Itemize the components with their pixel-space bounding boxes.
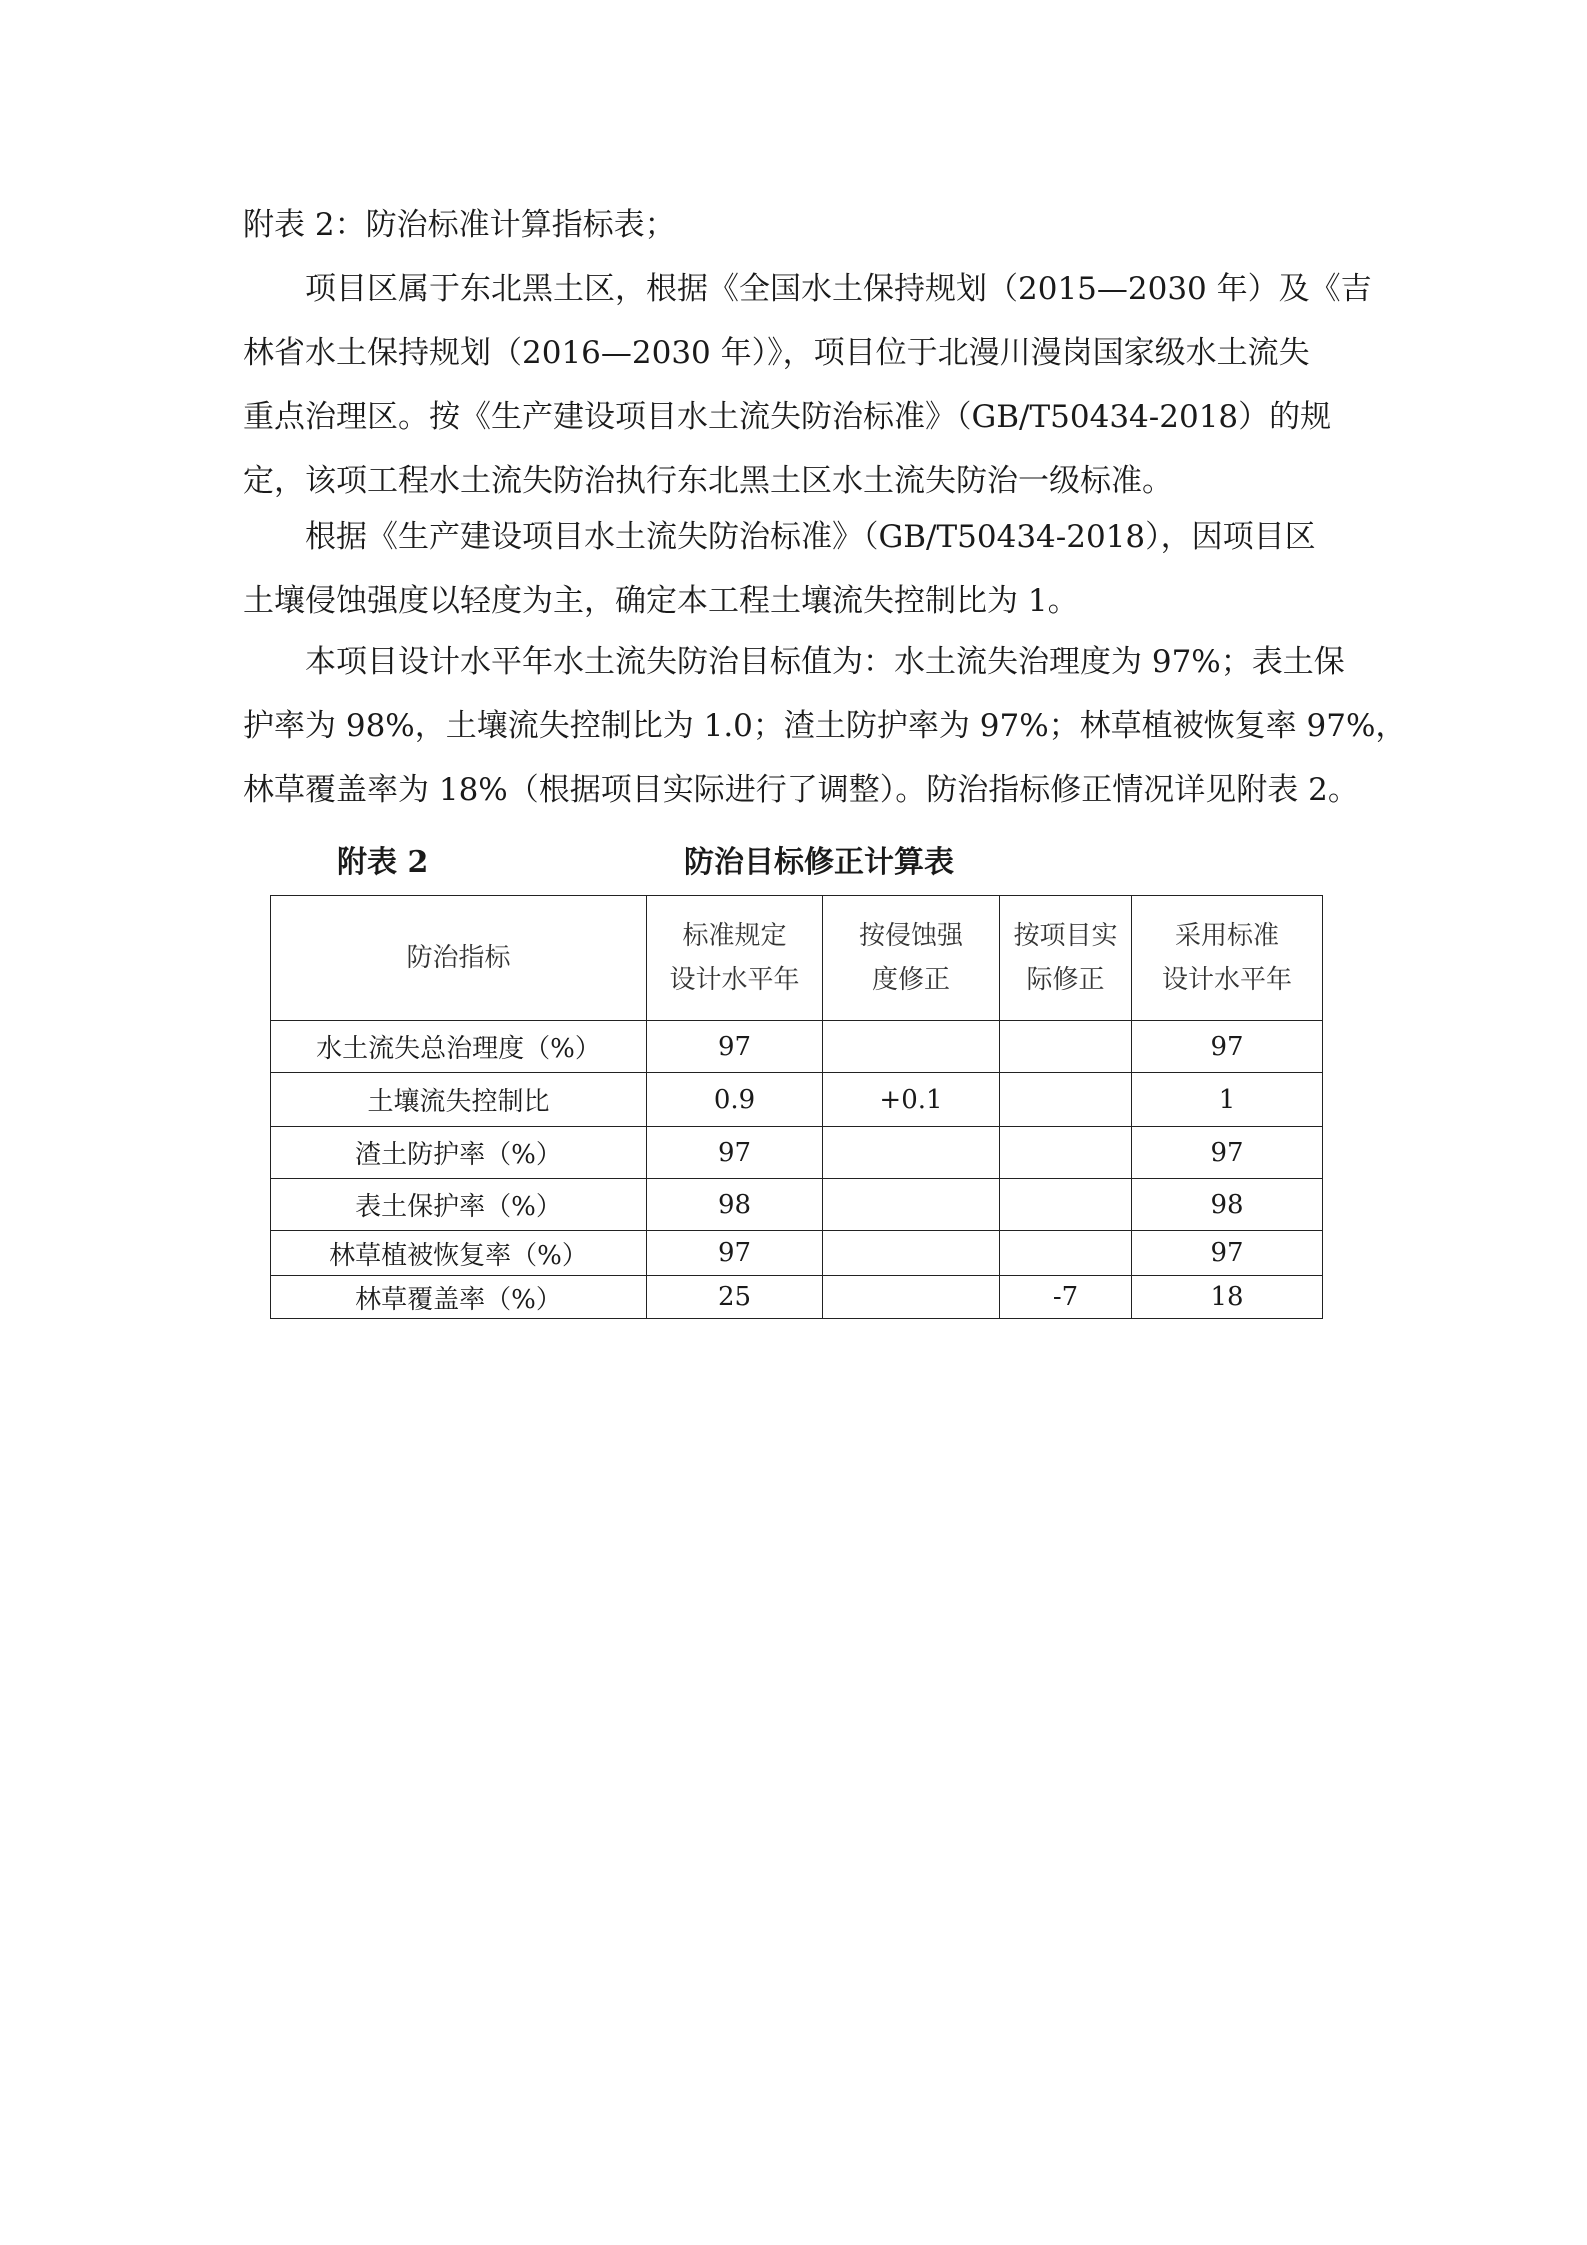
table-cell: 表土保护率（%） <box>271 1179 647 1231</box>
table-cell: 97 <box>647 1021 823 1073</box>
table-cell <box>823 1276 1000 1319</box>
table-cell: 0.9 <box>647 1073 823 1127</box>
table-row <box>271 1179 1323 1231</box>
table-caption-title: 防治目标修正计算表 <box>684 845 954 880</box>
paragraph-line: 根据《生产建设项目水土流失防治标准》（GB/T50434-2018），因项目区 <box>243 519 1316 555</box>
paragraph-line: 林草覆盖率为 18%（根据项目实际进行了调整）。防治指标修正情况详见附表 2。 <box>243 772 1359 808</box>
table-cell: 18 <box>1132 1276 1323 1319</box>
table-row <box>271 1231 1323 1276</box>
table-cell: -7 <box>1000 1276 1132 1319</box>
table-cell <box>1000 1127 1132 1179</box>
table-cell <box>1000 1231 1132 1276</box>
target-values-paragraph <box>243 630 1407 822</box>
table-row <box>271 1127 1323 1179</box>
paragraph-line: 林省水土保持规划（2016—2030 年）》，项目位于北漫川漫岗国家级水土流失 <box>243 335 1310 371</box>
table-row <box>271 1276 1323 1319</box>
table-caption-label: 附表 2 <box>337 845 429 880</box>
table-cell <box>823 1179 1000 1231</box>
table-cell <box>823 1127 1000 1179</box>
paragraph-line: 项目区属于东北黑土区，根据《全国水土保持规划（2015—2030 年）及《吉 <box>243 271 1372 307</box>
table-cell: 97 <box>1132 1021 1323 1073</box>
table-cell: 97 <box>1132 1231 1323 1276</box>
table-cell: 97 <box>647 1127 823 1179</box>
table-cell: 98 <box>647 1179 823 1231</box>
header-indicator: 防治指标 <box>271 896 647 1021</box>
table-row <box>271 1073 1323 1127</box>
appendix-heading-paragraph <box>243 193 1348 257</box>
table-cell <box>823 1231 1000 1276</box>
table-cell: +0.1 <box>823 1073 1000 1127</box>
header-erosion-correction: 按侵蚀强 度修正 <box>823 896 1000 1021</box>
table-cell: 1 <box>1132 1073 1323 1127</box>
table-cell: 土壤流失控制比 <box>271 1073 647 1127</box>
paragraph-line: 土壤侵蚀强度以轻度为主，确定本工程土壤流失控制比为 1。 <box>243 583 1079 619</box>
paragraph-line: 护率为 98%，土壤流失控制比为 1.0；渣土防护率为 97%；林草植被恢复率 97%， <box>243 708 1407 744</box>
table-cell <box>1000 1073 1132 1127</box>
header-standard-design-year: 标准规定 设计水平年 <box>647 896 823 1021</box>
table-cell: 97 <box>1132 1127 1323 1179</box>
table-cell: 水土流失总治理度（%） <box>271 1021 647 1073</box>
header-project-correction: 按项目实 际修正 <box>1000 896 1132 1021</box>
project-area-paragraph <box>243 257 1372 513</box>
paragraph-line: 定，该项工程水土流失防治执行东北黑土区水土流失防治一级标准。 <box>243 463 1173 499</box>
table-cell <box>823 1021 1000 1073</box>
table-cell <box>1000 1021 1132 1073</box>
table-cell: 林草覆盖率（%） <box>271 1276 647 1319</box>
paragraph-line: 附表 2：防治标准计算指标表； <box>243 207 676 243</box>
prevention-target-table <box>270 895 1323 1319</box>
standard-basis-paragraph <box>243 505 1348 633</box>
table-cell <box>1000 1179 1132 1231</box>
header-adopted-design-year: 采用标准 设计水平年 <box>1132 896 1323 1021</box>
table-cell: 98 <box>1132 1179 1323 1231</box>
table-cell: 林草植被恢复率（%） <box>271 1231 647 1276</box>
table-header-row <box>271 896 1323 1021</box>
table-cell: 渣土防护率（%） <box>271 1127 647 1179</box>
paragraph-line: 重点治理区。按《生产建设项目水土流失防治标准》（GB/T50434-2018）的规 <box>243 399 1332 435</box>
table-cell: 25 <box>647 1276 823 1319</box>
paragraph-line: 本项目设计水平年水土流失防治目标值为：水土流失治理度为 97%；表土保 <box>243 644 1345 680</box>
table-cell: 97 <box>647 1231 823 1276</box>
table-row <box>271 1021 1323 1073</box>
